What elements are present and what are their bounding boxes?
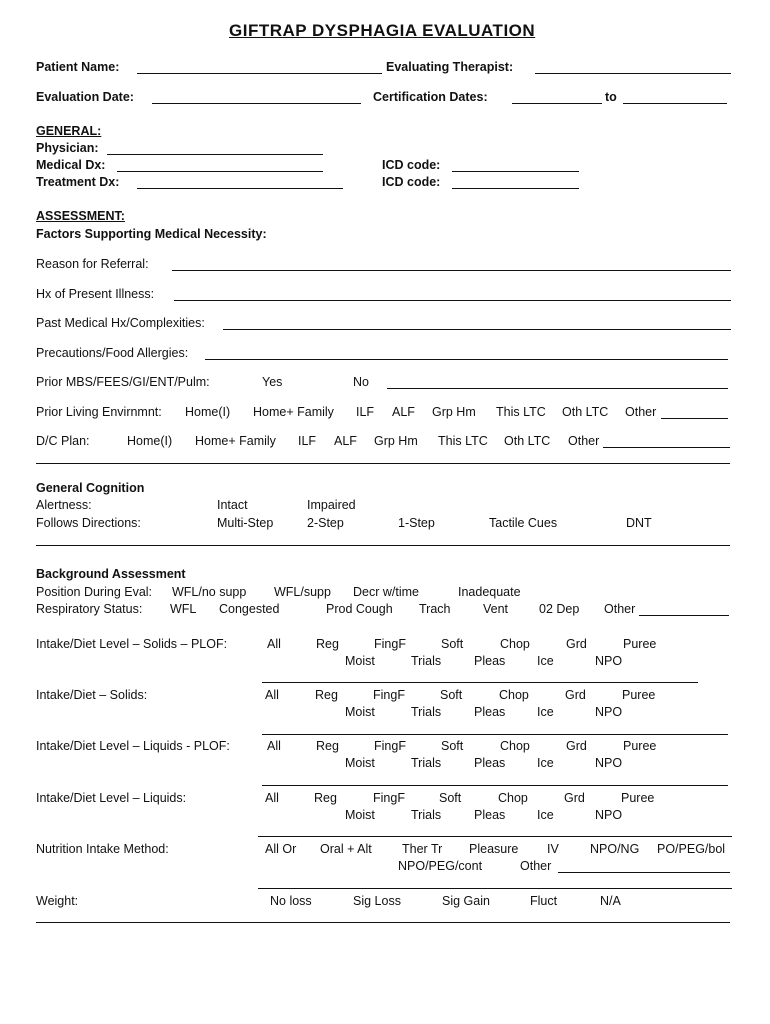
respiratory-label: Respiratory Status: bbox=[36, 602, 143, 616]
hx-present-illness-label: Hx of Present Illness: bbox=[36, 287, 155, 301]
position-label: Position During Eval: bbox=[36, 585, 153, 599]
icd-code-field-2[interactable] bbox=[452, 188, 579, 189]
cognition-heading: General Cognition bbox=[36, 481, 145, 495]
general-heading: GENERAL: bbox=[36, 124, 102, 138]
diet-option[interactable]: Grd bbox=[565, 688, 586, 702]
dc-plan-option[interactable]: Home+ Family bbox=[195, 434, 276, 448]
assessment-heading: ASSESSMENT: bbox=[36, 209, 125, 223]
weight-label: Weight: bbox=[36, 894, 79, 908]
diet-option[interactable]: Ice bbox=[537, 808, 554, 822]
certification-start-field[interactable] bbox=[512, 103, 602, 104]
diet-option[interactable]: All bbox=[265, 688, 279, 702]
directions-option[interactable]: DNT bbox=[626, 516, 652, 530]
prior-living-option[interactable]: ILF bbox=[356, 405, 375, 419]
weight-option[interactable]: Fluct bbox=[530, 894, 558, 908]
diet-option[interactable]: NPO bbox=[595, 705, 623, 719]
diet-option[interactable]: Reg bbox=[314, 791, 337, 805]
diet-option[interactable]: Soft bbox=[440, 688, 463, 702]
diet-option[interactable]: Ice bbox=[537, 654, 554, 668]
prior-living-option[interactable]: Oth LTC bbox=[562, 405, 609, 419]
dc-plan-option[interactable]: Other bbox=[568, 434, 600, 448]
dc-plan-option[interactable]: ALF bbox=[334, 434, 357, 448]
diet-option[interactable]: All bbox=[267, 637, 281, 651]
directions-option[interactable]: Tactile Cues bbox=[489, 516, 558, 530]
precautions-label: Precautions/Food Allergies: bbox=[36, 346, 189, 360]
diet-option[interactable]: Chop bbox=[500, 739, 530, 753]
prior-mbs-field[interactable] bbox=[387, 388, 728, 389]
intake-liquids-field[interactable] bbox=[258, 836, 732, 837]
nutrition-option[interactable]: Pleasure bbox=[469, 842, 519, 856]
diet-option[interactable]: Puree bbox=[622, 688, 656, 702]
precautions-field[interactable] bbox=[205, 359, 728, 360]
alertness-impaired[interactable]: Impaired bbox=[307, 498, 356, 512]
diet-option[interactable]: Reg bbox=[316, 637, 339, 651]
dc-plan-option[interactable]: This LTC bbox=[438, 434, 488, 448]
diet-option[interactable]: NPO bbox=[595, 654, 623, 668]
weight-option[interactable]: Sig Loss bbox=[353, 894, 401, 908]
background-heading: Background Assessment bbox=[36, 567, 186, 581]
reason-referral-label: Reason for Referral: bbox=[36, 257, 149, 271]
diet-option[interactable]: Trials bbox=[411, 756, 442, 770]
diet-option[interactable]: Trials bbox=[411, 808, 442, 822]
diet-option[interactable]: Chop bbox=[499, 688, 529, 702]
diet-option[interactable]: FingF bbox=[374, 637, 406, 651]
diet-option[interactable]: Moist bbox=[345, 654, 375, 668]
diet-option[interactable]: Puree bbox=[621, 791, 655, 805]
diet-option[interactable]: Grd bbox=[564, 791, 585, 805]
diet-option[interactable]: Trials bbox=[411, 705, 442, 719]
respiratory-option[interactable]: Prod Cough bbox=[326, 602, 393, 616]
follows-directions-label: Follows Directions: bbox=[36, 516, 141, 530]
nutrition-option[interactable]: IV bbox=[547, 842, 559, 856]
nutrition-other-field[interactable] bbox=[558, 872, 730, 873]
diet-option[interactable]: Reg bbox=[315, 688, 338, 702]
evaluating-therapist-label: Evaluating Therapist: bbox=[386, 60, 514, 74]
diet-option[interactable]: Puree bbox=[623, 739, 657, 753]
respiratory-option[interactable]: Vent bbox=[483, 602, 509, 616]
position-option[interactable]: WFL/supp bbox=[274, 585, 331, 599]
diet-option[interactable]: Trials bbox=[411, 654, 442, 668]
position-option[interactable]: WFL/no supp bbox=[172, 585, 247, 599]
nutrition-method-label: Nutrition Intake Method: bbox=[36, 842, 169, 856]
weight-option[interactable]: Sig Gain bbox=[442, 894, 490, 908]
dc-plan-option[interactable]: Oth LTC bbox=[504, 434, 551, 448]
nutrition-option[interactable]: NPO/NG bbox=[590, 842, 640, 856]
weight-option[interactable]: No loss bbox=[270, 894, 312, 908]
intake-solids-plof-label: Intake/Diet Level – Solids – PLOF: bbox=[36, 637, 228, 651]
diet-option[interactable]: Reg bbox=[316, 739, 339, 753]
patient-name-field[interactable] bbox=[137, 73, 382, 74]
diet-option[interactable]: Chop bbox=[500, 637, 530, 651]
directions-option[interactable]: 2-Step bbox=[307, 516, 344, 530]
medical-necessity-heading: Factors Supporting Medical Necessity: bbox=[36, 227, 267, 241]
diet-option[interactable]: Ice bbox=[537, 705, 554, 719]
diet-option[interactable]: Moist bbox=[345, 808, 375, 822]
prior-living-option[interactable]: This LTC bbox=[496, 405, 546, 419]
diet-option[interactable]: FingF bbox=[373, 688, 405, 702]
respiratory-other-field[interactable] bbox=[639, 615, 729, 616]
past-medical-hx-field[interactable] bbox=[223, 329, 731, 330]
directions-option[interactable]: 1-Step bbox=[398, 516, 435, 530]
diet-option[interactable]: Puree bbox=[623, 637, 657, 651]
diet-option[interactable]: Grd bbox=[566, 739, 587, 753]
respiratory-option[interactable]: 02 Dep bbox=[539, 602, 580, 616]
intake-liquids-plof-field[interactable] bbox=[262, 785, 728, 786]
certification-dates-label: Certification Dates: bbox=[373, 90, 488, 104]
weight-option[interactable]: N/A bbox=[600, 894, 621, 908]
cognition-notes-line[interactable] bbox=[36, 545, 730, 546]
certification-end-field[interactable] bbox=[623, 103, 727, 104]
diet-option[interactable]: Soft bbox=[441, 637, 464, 651]
certification-to-label: to bbox=[605, 90, 617, 104]
prior-living-option[interactable]: Other bbox=[625, 405, 657, 419]
respiratory-option[interactable]: WFL bbox=[170, 602, 197, 616]
nutrition-option[interactable]: PO/PEG/bol bbox=[657, 842, 726, 856]
medical-dx-field[interactable] bbox=[117, 171, 323, 172]
diet-option[interactable]: FingF bbox=[373, 791, 405, 805]
diet-option[interactable]: NPO bbox=[595, 808, 623, 822]
prior-living-option[interactable]: Home+ Family bbox=[253, 405, 334, 419]
icd-code-label-1: ICD code: bbox=[382, 158, 441, 172]
respiratory-option[interactable]: Other bbox=[604, 602, 636, 616]
diet-option[interactable]: All bbox=[265, 791, 279, 805]
intake-liquids-label: Intake/Diet Level – Liquids: bbox=[36, 791, 187, 805]
prior-living-label: Prior Living Envirnmnt: bbox=[36, 405, 162, 419]
intake-solids-field[interactable] bbox=[262, 734, 728, 735]
icd-code-field-1[interactable] bbox=[452, 171, 579, 172]
prior-living-other-field[interactable] bbox=[661, 418, 728, 419]
diet-option[interactable]: Soft bbox=[439, 791, 462, 805]
treatment-dx-field[interactable] bbox=[137, 188, 343, 189]
prior-living-option[interactable]: Grp Hm bbox=[432, 405, 476, 419]
past-medical-hx-label: Past Medical Hx/Complexities: bbox=[36, 316, 205, 330]
prior-living-option[interactable]: Home(I) bbox=[185, 405, 231, 419]
diet-option[interactable]: FingF bbox=[374, 739, 406, 753]
icd-code-label-2: ICD code: bbox=[382, 175, 441, 189]
diet-option[interactable]: All bbox=[267, 739, 281, 753]
diet-option[interactable]: Moist bbox=[345, 705, 375, 719]
dc-plan-other-field[interactable] bbox=[603, 447, 730, 448]
diet-option[interactable]: Chop bbox=[498, 791, 528, 805]
patient-name-label: Patient Name: bbox=[36, 60, 120, 74]
nutrition-option[interactable]: Other bbox=[520, 859, 552, 873]
dc-plan-option[interactable]: ILF bbox=[298, 434, 317, 448]
nutrition-option[interactable]: Oral + Alt bbox=[320, 842, 372, 856]
nutrition-option[interactable]: All Or bbox=[265, 842, 297, 856]
directions-option[interactable]: Multi-Step bbox=[217, 516, 274, 530]
dc-plan-label: D/C Plan: bbox=[36, 434, 90, 448]
diet-option[interactable]: Ice bbox=[537, 756, 554, 770]
nutrition-option[interactable]: NPO/PEG/cont bbox=[398, 859, 483, 873]
intake-liquids-plof-label: Intake/Diet Level – Liquids - PLOF: bbox=[36, 739, 230, 753]
evaluation-date-label: Evaluation Date: bbox=[36, 90, 134, 104]
respiratory-option[interactable]: Trach bbox=[419, 602, 451, 616]
diet-option[interactable]: Moist bbox=[345, 756, 375, 770]
position-option[interactable]: Decr w/time bbox=[353, 585, 419, 599]
dc-plan-extra-line[interactable] bbox=[36, 463, 730, 464]
diet-option[interactable]: Pleas bbox=[474, 654, 506, 668]
evaluating-therapist-field[interactable] bbox=[535, 73, 731, 74]
diet-option[interactable]: NPO bbox=[595, 756, 623, 770]
weight-notes-line[interactable] bbox=[36, 922, 730, 923]
physician-field[interactable] bbox=[107, 154, 323, 155]
nutrition-method-field[interactable] bbox=[258, 888, 732, 889]
respiratory-option[interactable]: Congested bbox=[219, 602, 280, 616]
diet-option[interactable]: Pleas bbox=[474, 756, 506, 770]
alertness-intact[interactable]: Intact bbox=[217, 498, 248, 512]
reason-referral-field[interactable] bbox=[172, 270, 731, 271]
position-option[interactable]: Inadequate bbox=[458, 585, 521, 599]
physician-label: Physician: bbox=[36, 141, 99, 155]
form-title: GIFTRAP DYSPHAGIA EVALUATION bbox=[229, 21, 536, 40]
dc-plan-option[interactable]: Home(I) bbox=[127, 434, 173, 448]
prior-mbs-yes[interactable]: Yes bbox=[262, 375, 283, 389]
intake-solids-label: Intake/Diet – Solids: bbox=[36, 688, 148, 702]
evaluation-date-field[interactable] bbox=[152, 103, 361, 104]
alertness-label: Alertness: bbox=[36, 498, 92, 512]
dc-plan-option[interactable]: Grp Hm bbox=[374, 434, 418, 448]
diet-option[interactable]: Pleas bbox=[474, 705, 506, 719]
nutrition-option[interactable]: Ther Tr bbox=[402, 842, 443, 856]
hx-present-illness-field[interactable] bbox=[174, 300, 731, 301]
prior-mbs-label: Prior MBS/FEES/GI/ENT/Pulm: bbox=[36, 375, 210, 389]
prior-living-option[interactable]: ALF bbox=[392, 405, 415, 419]
diet-option[interactable]: Pleas bbox=[474, 808, 506, 822]
intake-solids-plof-field[interactable] bbox=[262, 682, 698, 683]
diet-option[interactable]: Grd bbox=[566, 637, 587, 651]
diet-option[interactable]: Soft bbox=[441, 739, 464, 753]
prior-mbs-no[interactable]: No bbox=[353, 375, 369, 389]
medical-dx-label: Medical Dx: bbox=[36, 158, 106, 172]
treatment-dx-label: Treatment Dx: bbox=[36, 175, 120, 189]
